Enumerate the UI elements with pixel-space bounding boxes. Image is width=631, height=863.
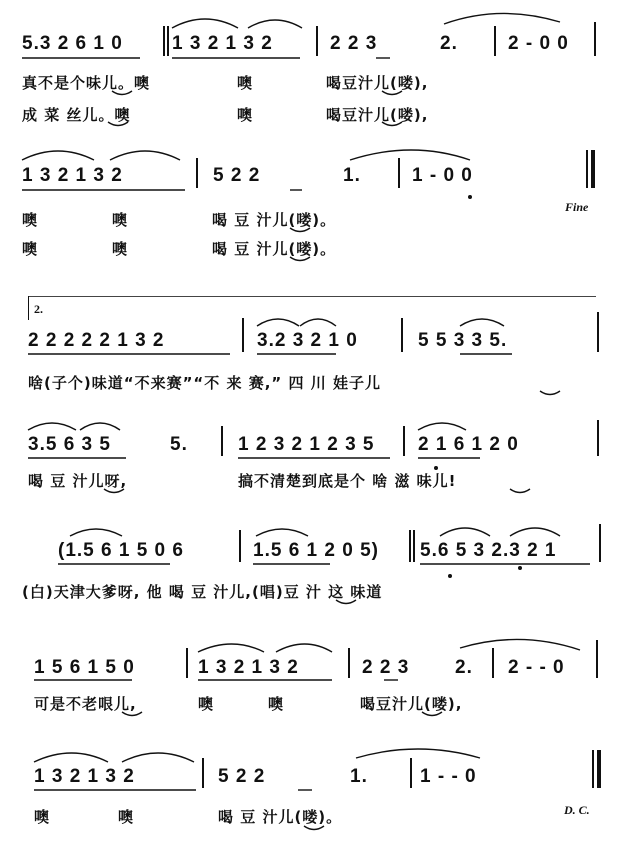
lyric-line: 噢 [268, 695, 285, 713]
notation-segment: 1 3 2 1 3 2 [172, 33, 273, 54]
slur [70, 529, 122, 536]
notation-segment: 3.5 6 3 5 [28, 434, 111, 455]
bar-line [410, 758, 412, 788]
notation-segment: 1. [343, 165, 361, 186]
bar-line [597, 420, 599, 456]
bar-line [494, 26, 496, 56]
lyric-line: 喝 豆 汁儿(喽)。 [212, 240, 337, 258]
slur [198, 644, 264, 652]
notation-segment: 5.3 2 6 1 0 [22, 33, 123, 54]
notation-segment: 5 5 3 3 5. [418, 330, 508, 351]
slur [110, 151, 180, 160]
bar-line [398, 158, 400, 188]
notation-segment: 1 - 0 0 [412, 165, 473, 186]
da-capo-marking: D. C. [564, 803, 590, 817]
bar-line [163, 26, 165, 56]
slur [256, 529, 308, 536]
slur [460, 639, 580, 650]
slur [440, 528, 490, 536]
slur [80, 423, 120, 430]
lyric-line: 喝 豆 汁儿呀, [28, 472, 128, 490]
lyric-line: 成 菜 丝儿。噢 [22, 106, 131, 124]
slur [34, 753, 108, 762]
lyric-line: 噢 [112, 240, 129, 258]
lyric-line: 噢 [22, 211, 39, 229]
slur [276, 644, 332, 652]
slur [444, 13, 560, 24]
lyric-line: 噢 [237, 106, 254, 124]
lyric-line: (白)天津大爹呀, 他 喝 豆 汁儿,(唱)豆 汁 这 味道 [22, 583, 383, 601]
notation-segment: 3.2 3 2 1 0 [257, 330, 358, 351]
bar-line [202, 758, 204, 788]
slur [257, 319, 299, 326]
notation-segment: 2. [455, 657, 473, 678]
bar-line [596, 640, 598, 678]
lyric-line: 噢 [118, 808, 135, 826]
lyric-line: 噢 [112, 211, 129, 229]
bar-line [413, 530, 415, 562]
notation-segment: 1 - - 0 [420, 766, 477, 787]
bar-line [239, 530, 241, 562]
volta-bracket [28, 296, 596, 297]
notation-segment: 2 2 3 [330, 33, 378, 54]
bar-line [592, 750, 594, 788]
bar-line [221, 426, 223, 456]
bar-line [348, 648, 350, 678]
notation-segment: 1 2 3 2 1 2 3 5 [238, 434, 375, 455]
notation-segment: 2 2 2 2 2 1 3 2 [28, 330, 165, 351]
lyric-line: 喝豆汁儿(喽), [326, 106, 429, 124]
octave-dot [518, 566, 522, 570]
lyric-line: 喝 豆 汁儿(喽)。 [218, 808, 343, 826]
notation-segment: 2 - - 0 [508, 657, 565, 678]
bar-line [186, 648, 188, 678]
lyric-line: 噢 [198, 695, 215, 713]
lyric-line: 噢 [22, 240, 39, 258]
bar-line [242, 318, 244, 352]
bar-line [196, 158, 198, 188]
lyric-line: 喝 豆 汁儿(喽)。 [212, 211, 337, 229]
lyric-line: 啥(子个)味道“不来赛”“不 来 赛,” 四 川 娃子儿 [28, 374, 381, 392]
bar-line [586, 150, 588, 188]
lyric-slur [540, 391, 560, 395]
notation-segment: 1 3 2 1 3 2 [34, 766, 135, 787]
slur [460, 319, 504, 326]
notation-segment: 2. [440, 33, 458, 54]
bar-line [597, 312, 599, 352]
final-bar-line [591, 150, 595, 188]
slur [248, 20, 302, 28]
fine-marking: Fine [565, 200, 589, 214]
notation-segment: 1 5 6 1 5 0 [34, 657, 135, 678]
lyric-line: 噢 [237, 74, 254, 92]
notation-segment: 5 2 2 [218, 766, 266, 787]
bar-line [492, 648, 494, 678]
slur [510, 528, 560, 536]
notation-segment: 1.5 6 1 2 0 5) [253, 540, 379, 561]
notation-segment: 1 3 2 1 3 2 [22, 165, 123, 186]
notation-segment: 2 1 6 1 2 0 [418, 434, 519, 455]
notation-segment: 2 - 0 0 [508, 33, 569, 54]
bar-line [599, 524, 601, 562]
bar-line [316, 26, 318, 56]
octave-dot [468, 195, 472, 199]
bar-line [409, 530, 411, 562]
slur [122, 753, 194, 762]
notation-segment: 1 3 2 1 3 2 [198, 657, 299, 678]
volta-number: 2. [34, 302, 43, 316]
slur [22, 151, 94, 160]
lyric-slur [510, 489, 530, 493]
lyric-line: 搞不清楚到底是个 啥 滋 味儿! [238, 472, 457, 490]
notation-segment: 5 2 2 [213, 165, 261, 186]
volta-hook [28, 296, 29, 320]
lyric-line: 喝豆汁儿(喽), [326, 74, 429, 92]
slur [356, 749, 480, 758]
octave-dot [448, 574, 452, 578]
lyric-line: 喝豆汁儿(喽), [360, 695, 463, 713]
slur [300, 319, 336, 326]
final-bar-line [597, 750, 601, 788]
slur [28, 423, 76, 430]
bar-line [401, 318, 403, 352]
lyric-line: 噢 [34, 808, 51, 826]
bar-line [167, 26, 169, 56]
notation-segment: 1. [350, 766, 368, 787]
notation-segment: (1.5 6 1 5 0 6 [58, 540, 184, 561]
lyric-line: 真不是个味儿。噢 [22, 74, 151, 92]
bar-line [594, 22, 596, 56]
slur [418, 423, 466, 430]
notation-segment: 5.6 5 3 2.3 2 1 [420, 540, 557, 561]
slur [350, 150, 470, 160]
slur [172, 19, 238, 28]
notation-segment: 2 2 3 [362, 657, 410, 678]
bar-line [403, 426, 405, 456]
lyric-line: 可是不老哏儿, [34, 695, 137, 713]
notation-segment: 5. [170, 434, 188, 455]
